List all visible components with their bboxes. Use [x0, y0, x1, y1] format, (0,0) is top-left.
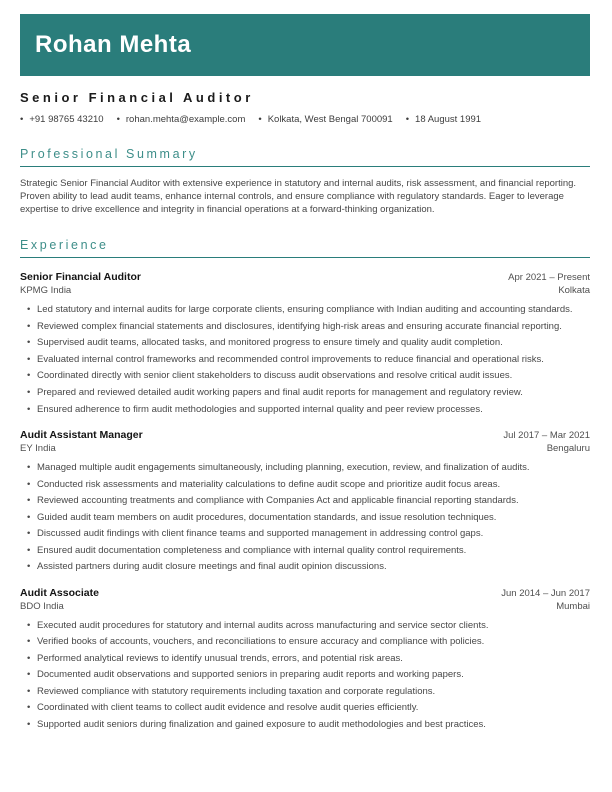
job-bullet-list: [20, 620, 590, 732]
job-bullet-list: [20, 462, 590, 574]
contact-email-value: rohan.mehta@example.com: [125, 114, 246, 125]
job-entry: [20, 271, 590, 416]
job-entry-subheader: [20, 601, 590, 612]
job-entry-dates: Jul 2017 – Mar 2021: [503, 430, 590, 442]
job-entry-company: BDO India: [20, 600, 64, 612]
contact-phone-value: +91 98765 43210: [29, 114, 104, 125]
job-bullet: • Led statutory and internal audits for large corporate clients, ensuring compliance with Indian auditing and accounting standards.: [20, 304, 590, 317]
bullet-icon: •: [405, 114, 410, 125]
job-bullet: • Prepared and reviewed detailed audit working papers and final audit reports for management and regulatory review.: [20, 387, 590, 400]
job-bullet: • Managed multiple audit engagements simultaneously, including planning, execution, review, and finalization of audits.: [20, 462, 590, 475]
job-entry-company: EY India: [20, 443, 56, 455]
job-bullet: • Verified books of accounts, vouchers, and reconciliations to ensure accuracy and compliance with policies.: [20, 636, 590, 649]
bullet-icon: •: [116, 114, 120, 125]
section-heading-summary: Professional Summary: [20, 147, 590, 167]
job-bullet: • Discussed audit findings with client finance teams and supported management in addressing control gaps.: [20, 528, 590, 541]
job-entry-dates: Apr 2021 – Present: [508, 272, 590, 284]
contact-birthdate: [406, 114, 481, 125]
job-entry-title: Audit Assistant Manager: [20, 429, 143, 442]
contact-email: [117, 114, 246, 125]
job-entry-subheader: [20, 443, 590, 454]
job-entry-header: [20, 271, 590, 283]
job-bullet: • Guided audit team members on audit procedures, documentation standards, and issue resolution techniques.: [20, 512, 590, 525]
summary-text: Strategic Senior Financial Auditor with extensive experience in statutory and internal audits, risk assessment, and financial reporting. Proven ability to lead audit teams, enhance internal controls, and ensure compliance with regulatory standards. Eager to leverage expertise to drive excellence and integrity in financial operations at a forward-thinking organization.: [20, 178, 577, 216]
job-bullet: • Reviewed compliance with statutory requirements including taxation and corporate regulations.: [20, 686, 590, 699]
job-bullet: • Executed audit procedures for statutory and internal audits across manufacturing and service sector clients.: [20, 620, 590, 633]
job-entry-location: Bengaluru: [546, 443, 590, 455]
job-bullet: • Ensured audit documentation completeness and compliance with internal quality control requirements.: [20, 545, 590, 558]
contact-phone: [20, 114, 104, 125]
job-entry-subheader: [20, 285, 590, 296]
job-bullet-list: [20, 304, 590, 416]
bullet-icon: •: [258, 114, 262, 125]
job-bullet: • Coordinated directly with senior client stakeholders to discuss audit observations and resolve critical audit issues.: [20, 370, 590, 383]
job-bullet: • Reviewed complex financial statements and disclosures, identifying high-risk areas and ensuring accurate financial reporting.: [20, 321, 590, 334]
job-bullet: • Documented audit observations and supported seniors in preparing audit reports and working papers.: [20, 669, 590, 682]
header-banner: [20, 14, 590, 76]
contact-location-value: Kolkata, West Bengal 700091: [267, 114, 393, 125]
job-bullet: • Supervised audit teams, allocated tasks, and monitored progress to ensure timely and quality audit completion.: [20, 337, 590, 350]
contact-birthdate-value: 18 August 1991: [415, 114, 482, 125]
candidate-job-title: Senior Financial Auditor: [20, 90, 254, 105]
job-entry-header: [20, 587, 590, 599]
contact-line: [20, 114, 590, 125]
job-bullet: • Evaluated internal control frameworks and recommended control improvements to reduce financial and operational risks.: [20, 354, 590, 367]
job-bullet: • Performed analytical reviews to identify unusual trends, errors, and potential risk areas.: [20, 653, 590, 666]
contact-location: [258, 114, 392, 125]
job-entry-company: KPMG India: [20, 285, 72, 297]
job-entry-header: [20, 429, 590, 441]
bullet-icon: •: [20, 114, 24, 125]
job-entry: [20, 429, 590, 574]
job-bullet: • Ensured adherence to firm audit methodologies and supported internal quality and peer review processes.: [20, 404, 590, 417]
job-entry-title: Audit Associate: [20, 586, 99, 599]
job-bullet: • Supported audit seniors during finalization and gained exposure to audit methodologies and best practices.: [20, 719, 590, 732]
job-entry-dates: Jun 2014 – Jun 2017: [501, 587, 590, 599]
job-entry-location: Mumbai: [556, 600, 590, 612]
candidate-name: Rohan Mehta: [35, 31, 192, 58]
job-entry-title: Senior Financial Auditor: [20, 271, 141, 284]
job-bullet: • Conducted risk assessments and materiality calculations to define audit scope and prioritize audit focus areas.: [20, 479, 590, 492]
job-bullet: • Assisted partners during audit closure meetings and final audit opinion discussions.: [20, 561, 590, 574]
section-heading-experience: Experience: [20, 238, 590, 258]
job-entry-location: Kolkata: [558, 285, 590, 297]
job-bullet: • Coordinated with client teams to collect audit evidence and resolve audit queries efficiently.: [20, 702, 590, 715]
job-bullet: • Reviewed accounting treatments and compliance with Companies Act and applicable financial reporting standards.: [20, 495, 590, 508]
job-entry: [20, 587, 590, 732]
